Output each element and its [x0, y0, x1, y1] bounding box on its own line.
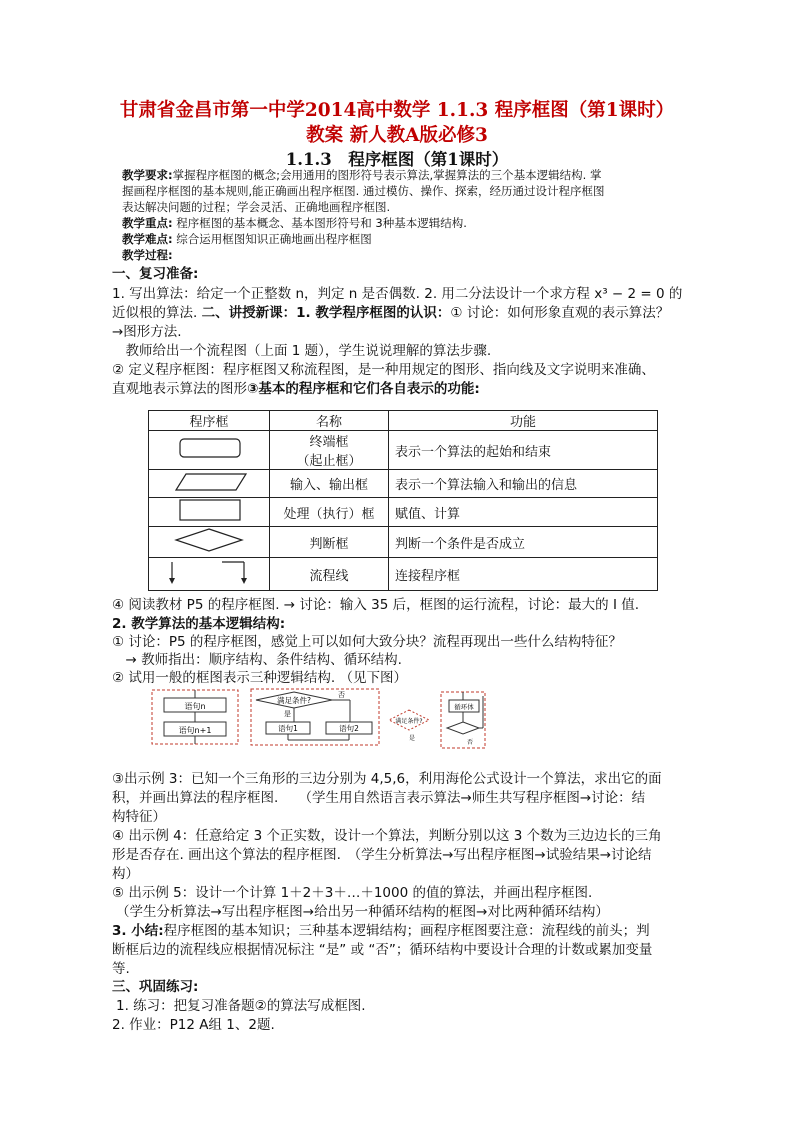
summary-line2: 断框后边的流程线应根据情况标注 “是” 或 “否”；循环结构中要设计合理的计数或累加变量 [112, 942, 653, 958]
section3-heading: 三、巩固练习: [112, 979, 199, 995]
table-cell-name: 处理（执行）框 [270, 498, 389, 527]
flowline-arrow-icon [164, 558, 254, 586]
process-label: 教学过程: [122, 248, 173, 262]
section3-line1: 1. 练习：把复习准备题②的算法写成框图. [116, 998, 366, 1014]
after-table-line5: ② 试用一般的框图表示三种逻辑结构. （见下图） [112, 670, 407, 686]
diamond-shape-cell [149, 527, 270, 558]
flowline-shape-cell [149, 558, 270, 591]
section1-line6 [112, 380, 480, 399]
seq-statement-a: 语句n [184, 702, 206, 711]
diamond-shape-icon [164, 527, 254, 553]
terminal-shape-cell [149, 431, 270, 470]
section3-line2: 2. 作业：P12 A组 1、2题. [112, 1017, 275, 1033]
loop-yes-label-left: 是 [409, 735, 416, 742]
name-line: 终端框 [309, 435, 349, 450]
section1-line4: 教师给出一个流程图（上面 1 题），学生说说理解的算法步骤. [112, 343, 492, 359]
summary-label: 3. 小结: [112, 923, 164, 939]
table-cell-function: 连接程序框 [389, 558, 658, 591]
table-header: 程序框 [149, 411, 270, 431]
example5-line2: （学生分析算法→写出程序框图→给出另一种循环结构的框图→对比两种循环结构） [116, 904, 609, 920]
table-row [149, 431, 658, 470]
loop-body: 循环体 [454, 703, 474, 711]
cond-statement-a: 语句1 [278, 724, 298, 733]
goals-line1: 掌握程序框图的概念;会用通用的图形符号表示算法,掌握算法的三个基本逻辑结构. 掌 [172, 168, 602, 182]
after-table-line1: ④ 阅读教材 P5 的程序框图. → 讨论：输入 35 后，框图的运行流程，讨论：最大的 I 值. [112, 597, 640, 613]
example4-line1: ④ 出示例 4：任意给定 3 个正实数，设计一个算法，判断分别以这 3 个数为三边边长的三角 [112, 828, 662, 844]
parallelogram-shape-icon [164, 471, 254, 493]
example3-line2: 积，并画出算法的程序框图. （学生用自然语言表示算法→师生共写程序框图→讨论：结 [112, 790, 646, 806]
table-header: 名称 [270, 411, 389, 431]
table-row [149, 498, 658, 527]
loop-question-left: 满足条件? [395, 718, 423, 725]
table-row [149, 527, 658, 558]
rectangle-shape-cell [149, 498, 270, 527]
table-cell-function: 赋值、计算 [389, 498, 658, 527]
goals-line3: 表达解决问题的过程；学会灵活、正确地画程序框图. [122, 200, 391, 214]
table-cell-function: 表示一个算法的起始和结束 [389, 431, 658, 470]
document-title-line1: 甘肃省金昌市第一中学2014高中数学 1.1.3 程序框图（第1课时） [119, 100, 675, 121]
goals-label: 教学要求: [122, 168, 173, 182]
example4-line3: 构） [112, 866, 139, 882]
cond-statement-b: 语句2 [339, 724, 359, 733]
after-table-line3: ① 讨论：P5 的程序框图，感觉上可以如何大致分块？流程再现出一些什么结构特征？ [112, 634, 622, 650]
name-line: （起止框） [296, 454, 362, 469]
example5-line1: ⑤ 出示例 5：设计一个计算 1＋2＋3＋…＋1000 的值的算法，并画出程序框图. [112, 885, 593, 901]
lesson-heading: 1.1.3 程序框图（第1课时） [285, 150, 509, 169]
section1-line2c: ① 讨论：如何形象直观的表示算法？ [450, 305, 670, 321]
key-points-text: 程序框图的基本概念、基本图形符号和 3种基本逻辑结构. [176, 216, 467, 230]
cond-no-label: 否 [338, 691, 345, 699]
table-cell-name: 流程线 [270, 558, 389, 591]
terminal-shape-icon [164, 435, 254, 461]
parallelogram-shape-cell [149, 470, 270, 498]
section1-heading: 一、复习准备: [112, 266, 199, 282]
table-header: 功能 [389, 411, 658, 431]
after-table-line4: → 教师指出：顺序结构、条件结构、循环结构. [112, 652, 402, 668]
table-cell-function: 表示一个算法输入和输出的信息 [389, 470, 658, 498]
document-title-line2: 教案 新人教A版必修3 [306, 125, 488, 146]
loop-no-label: 否 [467, 739, 474, 746]
example3-line3: 构特征） [112, 809, 166, 825]
table-row [149, 558, 658, 591]
table-row [149, 470, 658, 498]
summary-line1 [112, 922, 650, 941]
after-table-line2: 2. 教学算法的基本逻辑结构: [112, 616, 286, 632]
key-points-label: 教学重点: [122, 216, 173, 230]
example3-line1: ③出示例 3：已知一个三角形的三边分别为 4,5,6，利用海伦公式设计一个算法，求出它的面 [112, 771, 662, 787]
section1-line3: →图形方法. [112, 324, 182, 340]
table-cell-name: 判断框 [270, 527, 389, 558]
section1-line2b: 二、讲授新课：1. 教学程序框图的认识： [201, 305, 451, 321]
teaching-goals [122, 167, 682, 263]
conditional-structure-diagram [250, 688, 380, 746]
section1-line2 [112, 304, 669, 323]
table-header-row [149, 411, 658, 431]
section1-line6a: 直观地表示算法的图形 [112, 381, 247, 397]
section1-line5: ② 定义程序框图：程序框图又称流程图，是一种用规定的图形、指向线及文字说明来准确、 [112, 362, 655, 378]
table-cell-function: 判断一个条件是否成立 [389, 527, 658, 558]
seq-statement-b: 语句n+1 [178, 726, 212, 735]
cond-yes-label: 是 [284, 710, 291, 718]
section1-line1: 1. 写出算法：给定一个正整数 n，判定 n 是否偶数. 2. 用二分法设计一个求方程 x³ − 2 = 0 的 [112, 286, 683, 302]
table-cell-name [270, 431, 389, 470]
section1-line2a: 近似根的算法. [112, 305, 202, 321]
difficulties-text: 综合运用框图知识正确地画出程序框图 [176, 232, 372, 246]
loop-structure-diagram [385, 688, 490, 750]
rectangle-shape-icon [164, 498, 254, 522]
example4-line2: 形是否存在. 画出这个算法的程序框图. （学生分析算法→写出程序框图→试验结果→讨论结 [112, 847, 652, 863]
section1-line6b: ③基本的程序框和它们各自表示的功能: [247, 381, 480, 397]
symbol-table [148, 410, 658, 591]
goals-line2: 握画程序框图的基本规则,能正确画出程序框图. 通过模仿、操作、探索，经历通过设计程序框图 [122, 184, 605, 198]
difficulties-label: 教学难点: [122, 232, 173, 246]
summary-text1: 程序框图的基本知识；三种基本逻辑结构；画程序框图要注意：流程线的前头；判 [163, 923, 650, 939]
cond-question: 满足条件? [277, 696, 311, 705]
table-cell-name: 输入、输出框 [270, 470, 389, 498]
sequence-structure-diagram [150, 688, 240, 746]
summary-line3: 等. [112, 961, 130, 977]
